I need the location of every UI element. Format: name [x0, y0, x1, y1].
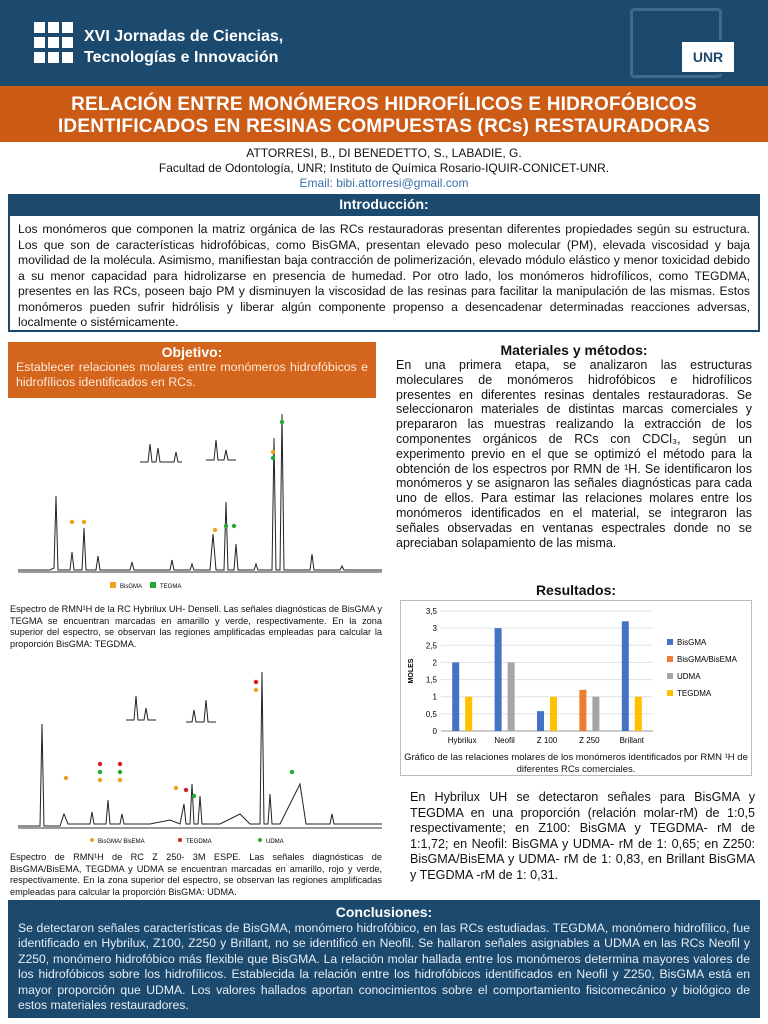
- legend-label: BisGMA: [677, 638, 707, 647]
- x-tick-label: Brillant: [619, 736, 645, 745]
- x-tick-label: Z 100: [536, 736, 558, 745]
- y-tick-label: 1,5: [425, 675, 437, 685]
- spectrum2-legend-1: BisGMA/ BisEMA: [98, 839, 145, 845]
- bar-bisgma-z100: [537, 711, 544, 731]
- event-line-1: XVI Jornadas de Ciencias,: [84, 28, 284, 45]
- bar-bisgma-neofil: [495, 628, 502, 731]
- chart-caption: Gráfico de las relaciones molares de los monómeros identificados por RMN ¹H de diferentes RCs comerciales.: [404, 752, 748, 775]
- title-line-1: RELACIÓN ENTRE MONÓMEROS HIDROFÍLICOS E HIDROFÓBICOS: [71, 94, 697, 115]
- results-text: En Hybrilux UH se detectaron señales para BisGMA y TEGDMA en una proporción (relación molar-rM) de 1:0,5 respectivamente; en Z100: BisGMA y TEGDMA- rM de 1:1,72; en Neofil: BisGMA y UDMA- rM de 1: 0,65; en Z250: BisGMA/BisEMA y UDMA- rM de 1: 0,83, en Brillant BisGMA y TEGDMA -rM de 1: 0,31.: [410, 790, 755, 882]
- legend-swatch: [667, 656, 673, 662]
- y-tick-label: 2,5: [425, 641, 437, 651]
- legend-label: UDMA: [677, 672, 701, 681]
- poster-title: [0, 86, 768, 142]
- x-tick-label: Hybrilux: [447, 736, 477, 745]
- event-line-2: Tecnologías e Innovación: [84, 49, 279, 66]
- objective-text: Establecer relaciones molares entre monómeros hidrofóbicos e hidrofílicos identificados en RCs.: [16, 360, 368, 389]
- bar-tegdma-hybrilux: [465, 697, 472, 731]
- objective-box: [8, 342, 376, 398]
- bar-udma-z250: [592, 697, 599, 731]
- legend-swatch: [667, 673, 673, 679]
- unr-logo: UNR: [680, 40, 736, 74]
- spectrum2-legend-3: UDMA: [266, 839, 284, 845]
- spectrum2-caption: Espectro de RMN¹H de RC Z 250- 3M ESPE. Las señales diagnósticas de BisGMA/BisEMA, TEGDMA y UDMA se encuentran marcadas en amarillo, rojo y verde, respectivamente. En la zona superior del espectro, se observan las regiones amplificadas empleadas para calcular la proporción BisGMA: UDMA.: [10, 852, 382, 897]
- bar-tegdma-brillant: [635, 697, 642, 731]
- spectrum1-legend-1: BisGMA: [120, 584, 143, 590]
- bar-bisgma-hybrilux: [452, 662, 459, 731]
- results-title: Resultados:: [535, 582, 617, 598]
- methods-text: En una primera etapa, se analizaron las estructuras moleculares de monómeros hidrofóbicos e hidrofílicos presentes en diferentes resinas dentales restauradoras. Se seleccionaron materiales de distintas marcas comerciales y prepararon las muestras realizando la extracción de los componentes orgánicos de RCs con CDCl₃, según un experimento previo en el que se optimizó el método para la obtención de los espectros por RMN de ¹H. Se identificaron los monómeros y se asignaron las señales diagnósticas para cada uno de ellos. Para estimar las relaciones molares entre los monómeros identificados en el material, se integraron las señales observadas en ventanas espectrales donde no se apreciaban solapamiento de las misma.: [396, 358, 752, 550]
- affiliation: Facultad de Odontología, UNR; Instituto de Química Rosario-IQUIR-CONICET-UNR.: [158, 161, 610, 175]
- objective-title: Objetivo:: [161, 344, 223, 360]
- x-tick-label: Neofil: [494, 736, 515, 745]
- y-tick-label: 1: [432, 692, 437, 702]
- molar-ratio-chart: [401, 601, 751, 751]
- nmr-spectrum-1: [10, 404, 386, 600]
- y-tick-label: 0,5: [425, 709, 437, 719]
- bar-bisgma-bisema-z250: [579, 690, 586, 731]
- chart-container: [400, 600, 752, 776]
- intro-text: Los monómeros que componen la matriz orgánica de las RCs restauradoras presentan diferentes propiedades según su estructura. Los que son de características hidrofóbicas, como BisGMA, presentan elevado peso molecular (PM), elevada viscosidad y baja movilidad de la molécula. Asimismo, manifiestan baja contracción de polimerización, elevado módulo elástico y menor toxicidad debido a su menor capacidad para hidrolizarse en presencia de humedad. Por otro lado, los monómeros hidrofílicos, como TEGDMA, presentes en las RCs, poseen bajo PM y disminuyen la viscosidad de las resinas para facilitar la manipulación de las mismas. Estos monómeros pueden sufrir hidrólisis y liberar algún componente propenso a desencadenar determinadas reacciones adversas, localmente o sistémicamente.: [8, 214, 760, 332]
- bar-udma-neofil: [508, 662, 515, 731]
- authors: ATTORRESI, B., DI BENEDETTO, S., LABADIE, G.: [246, 146, 522, 160]
- conclusions-title: Conclusiones:: [335, 904, 433, 920]
- y-tick-label: 3,5: [425, 607, 437, 616]
- spectrum1-legend-2: TEGMA: [160, 584, 182, 590]
- bar-tegdma-z100: [550, 697, 557, 731]
- jornadas-logo-icon: [34, 22, 74, 66]
- y-tick-label: 2: [432, 658, 437, 668]
- conclusions-box: [8, 900, 760, 1018]
- spectrum1-caption: Espectro de RMN¹H de la RC Hybrilux UH- Densell. Las señales diagnósticas de BisGMA y TEGMA se encuentran marcadas en amarillo y verde, respectivamente. En la zona superior del espectro, se observan las regiones amplificadas empleadas para calcular la proporción BisGMA: TEGDMA.: [10, 604, 382, 649]
- y-axis-label: MOLES: [408, 658, 415, 684]
- nmr-spectrum-2: [10, 664, 386, 848]
- email: Email: bibi.attorresi@gmail.com: [299, 176, 469, 190]
- intro-title: Introducción:: [8, 194, 760, 214]
- authors-block: [0, 146, 768, 191]
- conclusions-text: Se detectaron señales características de BisGMA, monómero hidrofóbico, en las RCs estudiadas. TEGDMA, monómero hidrofílico, fue identificado en Hybrilux, Z100, Z250 y Brillant, no se identificó en Neofil. Se hallaron señales asignables a UDMA en las RCs Neofil y Z250, monómero hidrofóbico más flexible que BisGMA. La relación molar hallada entre los monómeros determina mayores valores de los hidrofóbicos sobre los hidrofílicos. Establecida la relación entre los hidrofóbicos identificados en Neofil y Z250, BisGMA está en mayor proporción que UDMA. Los valores hallados aportan conocimientos sobre el comportamiento fisicomecánico y biológico de estos materiales restauradores.: [18, 921, 750, 1013]
- legend-swatch: [667, 639, 673, 645]
- event-title: [84, 26, 384, 68]
- x-tick-label: Z 250: [579, 736, 600, 745]
- bar-bisgma-brillant: [622, 621, 629, 731]
- methods-title: Materiales y métodos:: [500, 342, 648, 358]
- y-tick-label: 3: [432, 624, 437, 634]
- y-tick-label: 0: [432, 727, 437, 736]
- legend-swatch: [667, 690, 673, 696]
- spectrum2-legend-2: TEGDMA: [186, 839, 212, 845]
- legend-label: BisGMA/BisEMA: [677, 655, 738, 664]
- title-line-2: IDENTIFICADOS EN RESINAS COMPUESTAS (RCs) RESTAURADORAS: [57, 116, 711, 137]
- legend-label: TEGDMA: [677, 689, 712, 698]
